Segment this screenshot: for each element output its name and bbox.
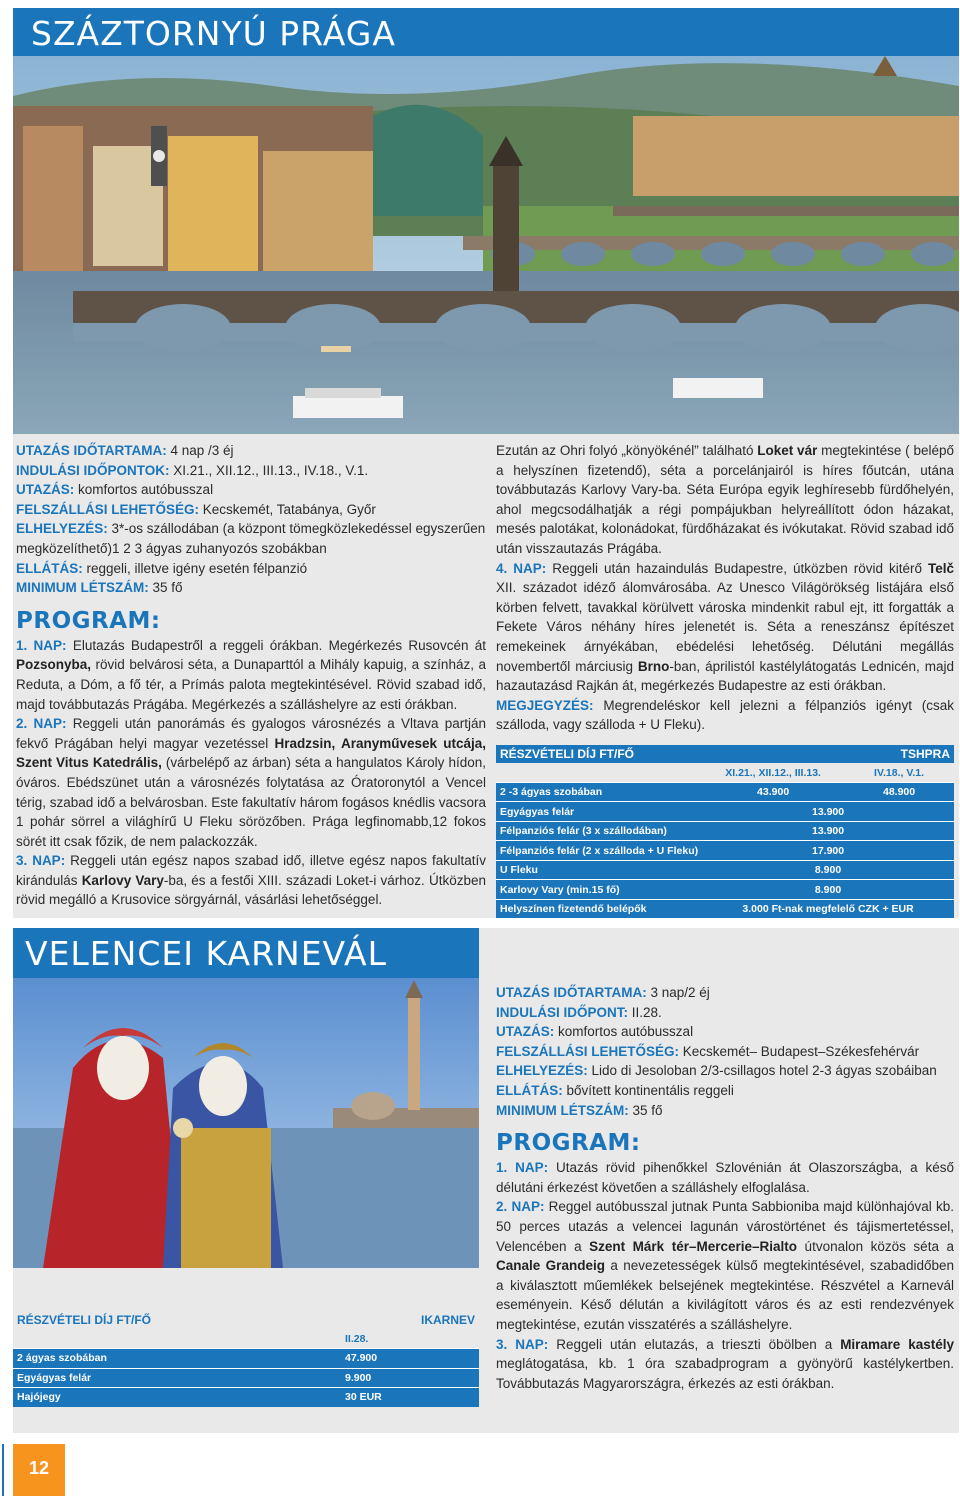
page-number: 12 (28, 1458, 50, 1478)
page-number-box (13, 1444, 65, 1496)
prague-info-duration: UTAZÁS IDŐTARTAMA: 4 nap /3 éj (16, 443, 234, 458)
table-row: 2 ágyas szobában 47.900 (13, 1349, 479, 1369)
prague-info-accommodation: ELHELYEZÉS: 3*-os szállodában (a központ tömegközlekedéssel egyszerűen megközelíthető)1 2 3 ágyas zuhanyozós szobákban (16, 521, 486, 556)
venice-right-column (496, 983, 954, 1393)
prague-program-title: PROGRAM: (16, 607, 161, 634)
prague-title-bar (13, 8, 959, 56)
table-row: Karlovy Vary (min.15 fő) 8.900 (496, 880, 954, 900)
table-row: Egyágyas felár 13.900 (496, 802, 954, 822)
table-row: Hajójegy 30 EUR (13, 1388, 479, 1407)
prague-bridges-illustration (13, 56, 959, 434)
prague-info-boarding: FELSZÁLLÁSI LEHETŐSÉG: Kecskemét, Tatabánya, Győr (16, 501, 376, 517)
prague-day-3: 3. NAP: Reggeli után egész napos szabad idő, illetve egész napos fakultatív kirándulás Karlovy Vary-ba, és a festői XIII. századi Loket-i várhoz. Útközben rövid megálló a Krusovice sörgyárnál, vásárlási lehetőséggel. (16, 853, 486, 908)
venice-price-col: II.28. (341, 1330, 479, 1349)
prague-day-1: 1. NAP: Elutazás Budapestről a reggeli órákban. Megérkezés Rusovcén át Pozsonyba, rövid belvárosi séta, a Dunaparttól a Mihály kapuig, a színház, a Reduta, a Dóm, a fő tér, a Prímás palota megtekintésével. Rövid szabad idő, majd továbbutazás Prágába. Megérkezés a szálláshelyre az esti órákban. (16, 637, 486, 712)
venice-day-2: 2. NAP: Reggel autóbusszal jutnak Punta Sabbioniba majd különhajóval kb. 50 perces utazás a velencei lagunán várostörténet és tájismertetéssel, Velencében a Szent Márk tér–Mercerie–Rialto útvonalon közös séta a Canale Grandeig a nevezetességek külső megtekintésével, szabadidőben a kiválasztott műemlékek belsejének megtekintése. Részvétel a Karnevál eseményein. Késő délután a kivilágított város és az esti rendezvények megtekintése, ezután visszatérés a szálláshelyre. (496, 1199, 954, 1332)
prague-section (13, 8, 959, 918)
venice-info-boarding: FELSZÁLLÁSI LEHETŐSÉG: Kecskemét– Budapest–Székesfehérvár (496, 1043, 920, 1059)
prague-note: MEGJEGYZÉS: Megrendeléskor kell jelezni a félpanziós igényt (csak szálloda, vagy szálloda + U Fleku). (496, 697, 954, 733)
venice-price-code: IKARNEV (341, 1311, 479, 1330)
prague-price-code: TSHPRA (900, 747, 950, 762)
venice-info-board: ELLÁTÁS: bővített kontinentális reggeli (496, 1082, 734, 1098)
venice-info-transport: UTAZÁS: komfortos autóbusszal (496, 1024, 694, 1040)
table-row: Félpanziós felár (3 x szállodában) 13.900 (496, 821, 954, 841)
prague-left-column (16, 441, 486, 910)
prague-info-departures: INDULÁSI IDŐPONTOK: XI.21., XII.12., III.13., IV.18., V.1. (16, 462, 369, 478)
venice-title-bar (13, 928, 479, 978)
table-row: 2 -3 ágyas szobában 43.900 48.900 (496, 782, 954, 802)
venice-title: VELENCEI KARNEVÁL (25, 934, 387, 973)
page-edge-line (2, 1444, 4, 1496)
venice-day-3: 3. NAP: Reggeli után elutazás, a trieszti öbölben a Miramare kastély meglátogatása, kb. 1 óra szabadprogram a gyönyörű kastélykertben. Továbbutazás Magyarországra, érkezés az esti órákban. (496, 1336, 954, 1391)
venice-section (13, 928, 959, 1433)
venice-info-accommodation: ELHELYEZÉS: Lido di Jesoloban 2/3-csillagos hotel 2-3 ágyas szobáiban (496, 1063, 937, 1079)
prague-loket-paragraph: Ezután az Ohri folyó „könyökénél” található Loket vár megtekintése ( belépő a helyszínen fizetendő), séta a porcelánjairól is híres főutcán, utána továbbutazás Karlovy Vary-ba. Séta Európa egyik leghíresebb fürdőhelyén, ahol megcsodálhatják a régi pompájukban helyreállított ódon házakat, mesés palotákat, kolonádokat, fürdőházakat és ivókutakat. Rövid szabad idő után visszautazás Prágába. (496, 443, 954, 556)
table-row: Egyágyas felár 9.900 (13, 1368, 479, 1388)
venice-info-departure: INDULÁSI IDŐPONT: II.28. (496, 1004, 662, 1020)
table-row: Helyszínen fizetendő belépők 3.000 Ft-nak megfelelő CZK + EUR (496, 899, 954, 918)
prague-info-board: ELLÁTÁS: reggeli, illetve igény esetén félpanzió (16, 560, 308, 576)
venice-price-table (13, 1311, 479, 1407)
prague-price-col1: XI.21., XII.12., III.13. (702, 763, 844, 782)
prague-day-2: 2. NAP: Reggeli után panorámás és gyalogos városnézés a Vltava partján fekvő Prágában helyi magyar vezetéssel Hradzsin, Aranyművesek utcája, Szent Vitus Katedrális, (várbelépő az árban) séta a hangulatos Károly hídon, óváros. Ebédszünet után a városnézés folytatása az Óratoronytól a Vencel térig, szabad idő a belvárosban. Este fakultatív három fogásos knédlis vacsora 1 pohár sörrel a világhírű U Fleku sörözőben. Prága legfinomabb,12 fokos sörét itt csak főzik, de nem palackozzák. (16, 716, 486, 849)
prague-price-table (496, 745, 954, 919)
venice-masks-illustration (13, 978, 479, 1268)
prague-info-minimum: MINIMUM LÉTSZÁM: 35 fő (16, 580, 183, 596)
prague-right-column (496, 441, 954, 918)
venice-info-minimum: MINIMUM LÉTSZÁM: 35 fő (496, 1102, 663, 1118)
prague-price-col2: IV.18., V.1. (844, 763, 954, 782)
venice-price-header: RÉSZVÉTELI DÍJ FT/FŐ (13, 1311, 341, 1330)
prague-info-transport: UTAZÁS: komfortos autóbusszal (16, 482, 214, 498)
prague-title: SZÁZTORNYÚ PRÁGA (31, 14, 396, 53)
venice-info-duration: UTAZÁS IDŐTARTAMA: 3 nap/2 éj (496, 985, 710, 1000)
venice-program-title: PROGRAM: (496, 1130, 641, 1157)
venice-carnival-photo (13, 978, 479, 1268)
venice-day-1: 1. NAP: Utazás rövid pihenőkkel Szlovénián át Olaszországba, a késő délutáni érkezést követően a szálláshely elfoglalása. (496, 1160, 954, 1195)
prague-day-4: 4. NAP: Reggeli után hazaindulás Budapestre, útközben rövid kitérő Telč XII. századot idéző álomvárosába. Az Unesco Világörökség listájára első körben felvett, tavakkal körülvett városka mindenkit rabul ejt, itt forgatták a Fekete Város néhány híres jelenetét is. Séta a reneszánsz építészet remekeinek árnyékában, ebédelési lehetőség. Délutáni megállás novembertől márciusig Brno-ban, áprilistól kastélylátogatás Lednicén, majd hazautazásd Rajkán át, megérkezés Budapestre az esti órákban. (496, 560, 954, 694)
table-row: Félpanziós felár (2 x szálloda + U Fleku) 17.900 (496, 841, 954, 861)
prague-photo (13, 56, 959, 434)
prague-price-header: RÉSZVÉTELI DÍJ FT/FŐ (500, 747, 635, 762)
table-row: U Fleku 8.900 (496, 860, 954, 880)
